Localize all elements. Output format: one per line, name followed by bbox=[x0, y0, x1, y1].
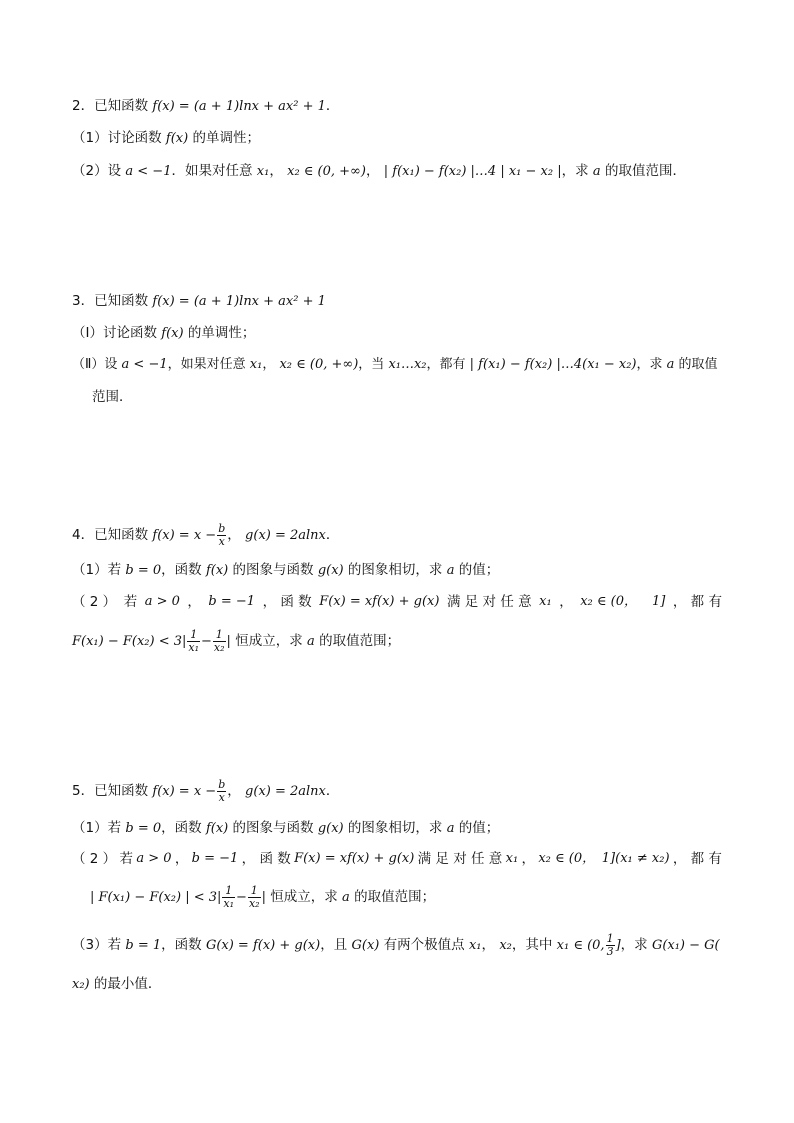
problem-2-part-1: （1）讨论函数 f(x) 的单调性； bbox=[72, 130, 260, 146]
problem-2-part-2: （2）设 a < −1．如果对任意 x₁， x₂ ∈ (0, +∞)， | f(x₁) − f(x₂) |…4 | x₁ − x₂ |，求 a 的取值范围． bbox=[72, 163, 686, 179]
problem-3-part-2-continuation: 范围． bbox=[92, 389, 133, 405]
problem-5-stem: 5．已知函数 f(x) = x − $\frac{b}{x}$ ， g(x) = 2alnx． bbox=[72, 777, 340, 804]
problem-5-part-1: （1）若 b = 0，函数 f(x) 的图象与函数 g(x) 的图象相切，求 a 的值； bbox=[72, 820, 500, 836]
fraction: $\frac{b}{x}$ bbox=[218, 521, 226, 548]
problem-3-part-2: （Ⅱ）设 a < −1，如果对任意 x₁， x₂ ∈ (0, +∞)，当 x₁…x₂，都有 | f(x₁) − f(x₂) |…4(x₁ − x₂)，求 a 的取值 bbox=[72, 357, 718, 372]
fraction: $\frac{1}{\text{x₁}}$ bbox=[188, 627, 200, 654]
problem-number: 5． bbox=[72, 783, 95, 799]
problem-number: 3． bbox=[72, 293, 95, 309]
math-expression: f(x) = (a + 1)lnx + ax² + 1 bbox=[152, 294, 326, 309]
problem-4-part-2-line-2: F(x₁) − F(x₂) < 3| $\frac{1}{\text{x₁}}$ − $\frac{1}{\text{x₂}}$ | 恒成立，求 a 的取值范围； bbox=[72, 627, 401, 654]
fraction: $\frac{b}{x}$ bbox=[218, 777, 226, 804]
fraction: $\frac{1}{\text{x₂}}$ bbox=[248, 883, 260, 910]
problem-number: 2． bbox=[72, 98, 95, 114]
fraction: $\frac{1}{3}$ bbox=[606, 931, 614, 958]
problem-5-part-3-continuation: x₂) 的最小值． bbox=[72, 976, 162, 992]
problem-4-stem: 4．已知函数 f(x) = x − $\frac{b}{x}$ ， g(x) = 2alnx． bbox=[72, 521, 340, 548]
problem-4-part-1: （1）若 b = 0，函数 f(x) 的图象与函数 g(x) 的图象相切，求 a 的值； bbox=[72, 562, 500, 578]
math-expression: f(x) = (a + 1)lnx + ax² + 1 bbox=[152, 99, 326, 114]
problem-number: 4． bbox=[72, 527, 95, 543]
problem-3-part-1: （Ⅰ）讨论函数 f(x) 的单调性； bbox=[72, 325, 256, 341]
problem-5-part-2-line-2: | F(x₁) − F(x₂) | < 3| $\frac{1}{\text{x₁}}$ − $\frac{1}{\text{x₂}}$ | 恒成立，求 a 的取值范围； bbox=[90, 883, 436, 910]
problem-5-part-3: （3）若 b = 1，函数 G(x) = f(x) + g(x)，且 G(x) 有两个极值点 x₁， x₂，其中 x₁ ∈ (0, $\frac{1}{3}$ ]，求 G(x₁) − G( bbox=[72, 931, 720, 958]
problem-2-stem: 2．已知函数 f(x) = (a + 1)lnx + ax² + 1． bbox=[72, 98, 340, 114]
problem-3-stem: 3．已知函数 f(x) = (a + 1)lnx + ax² + 1 bbox=[72, 293, 326, 309]
problem-4-part-2: （ 2 ） 若 a > 0 ， b = −1 ， 函 数 F(x) = xf(x) + g(x) 满 足 对 任 意 x₁ ， x₂ ∈ (0， 1] ， 都 有 bbox=[72, 594, 722, 610]
fraction: $\frac{1}{\text{x₂}}$ bbox=[213, 627, 225, 654]
fraction: $\frac{1}{\text{x₁}}$ bbox=[223, 883, 235, 910]
problem-5-part-2: （ 2 ） 若 a > 0 ， b = −1 ， 函 数 F(x) = xf(x) + g(x) 满 足 对 任 意 x₁ ， x₂ ∈ (0， 1](x₁ ≠ x₂) ， 都 有 bbox=[72, 851, 722, 867]
